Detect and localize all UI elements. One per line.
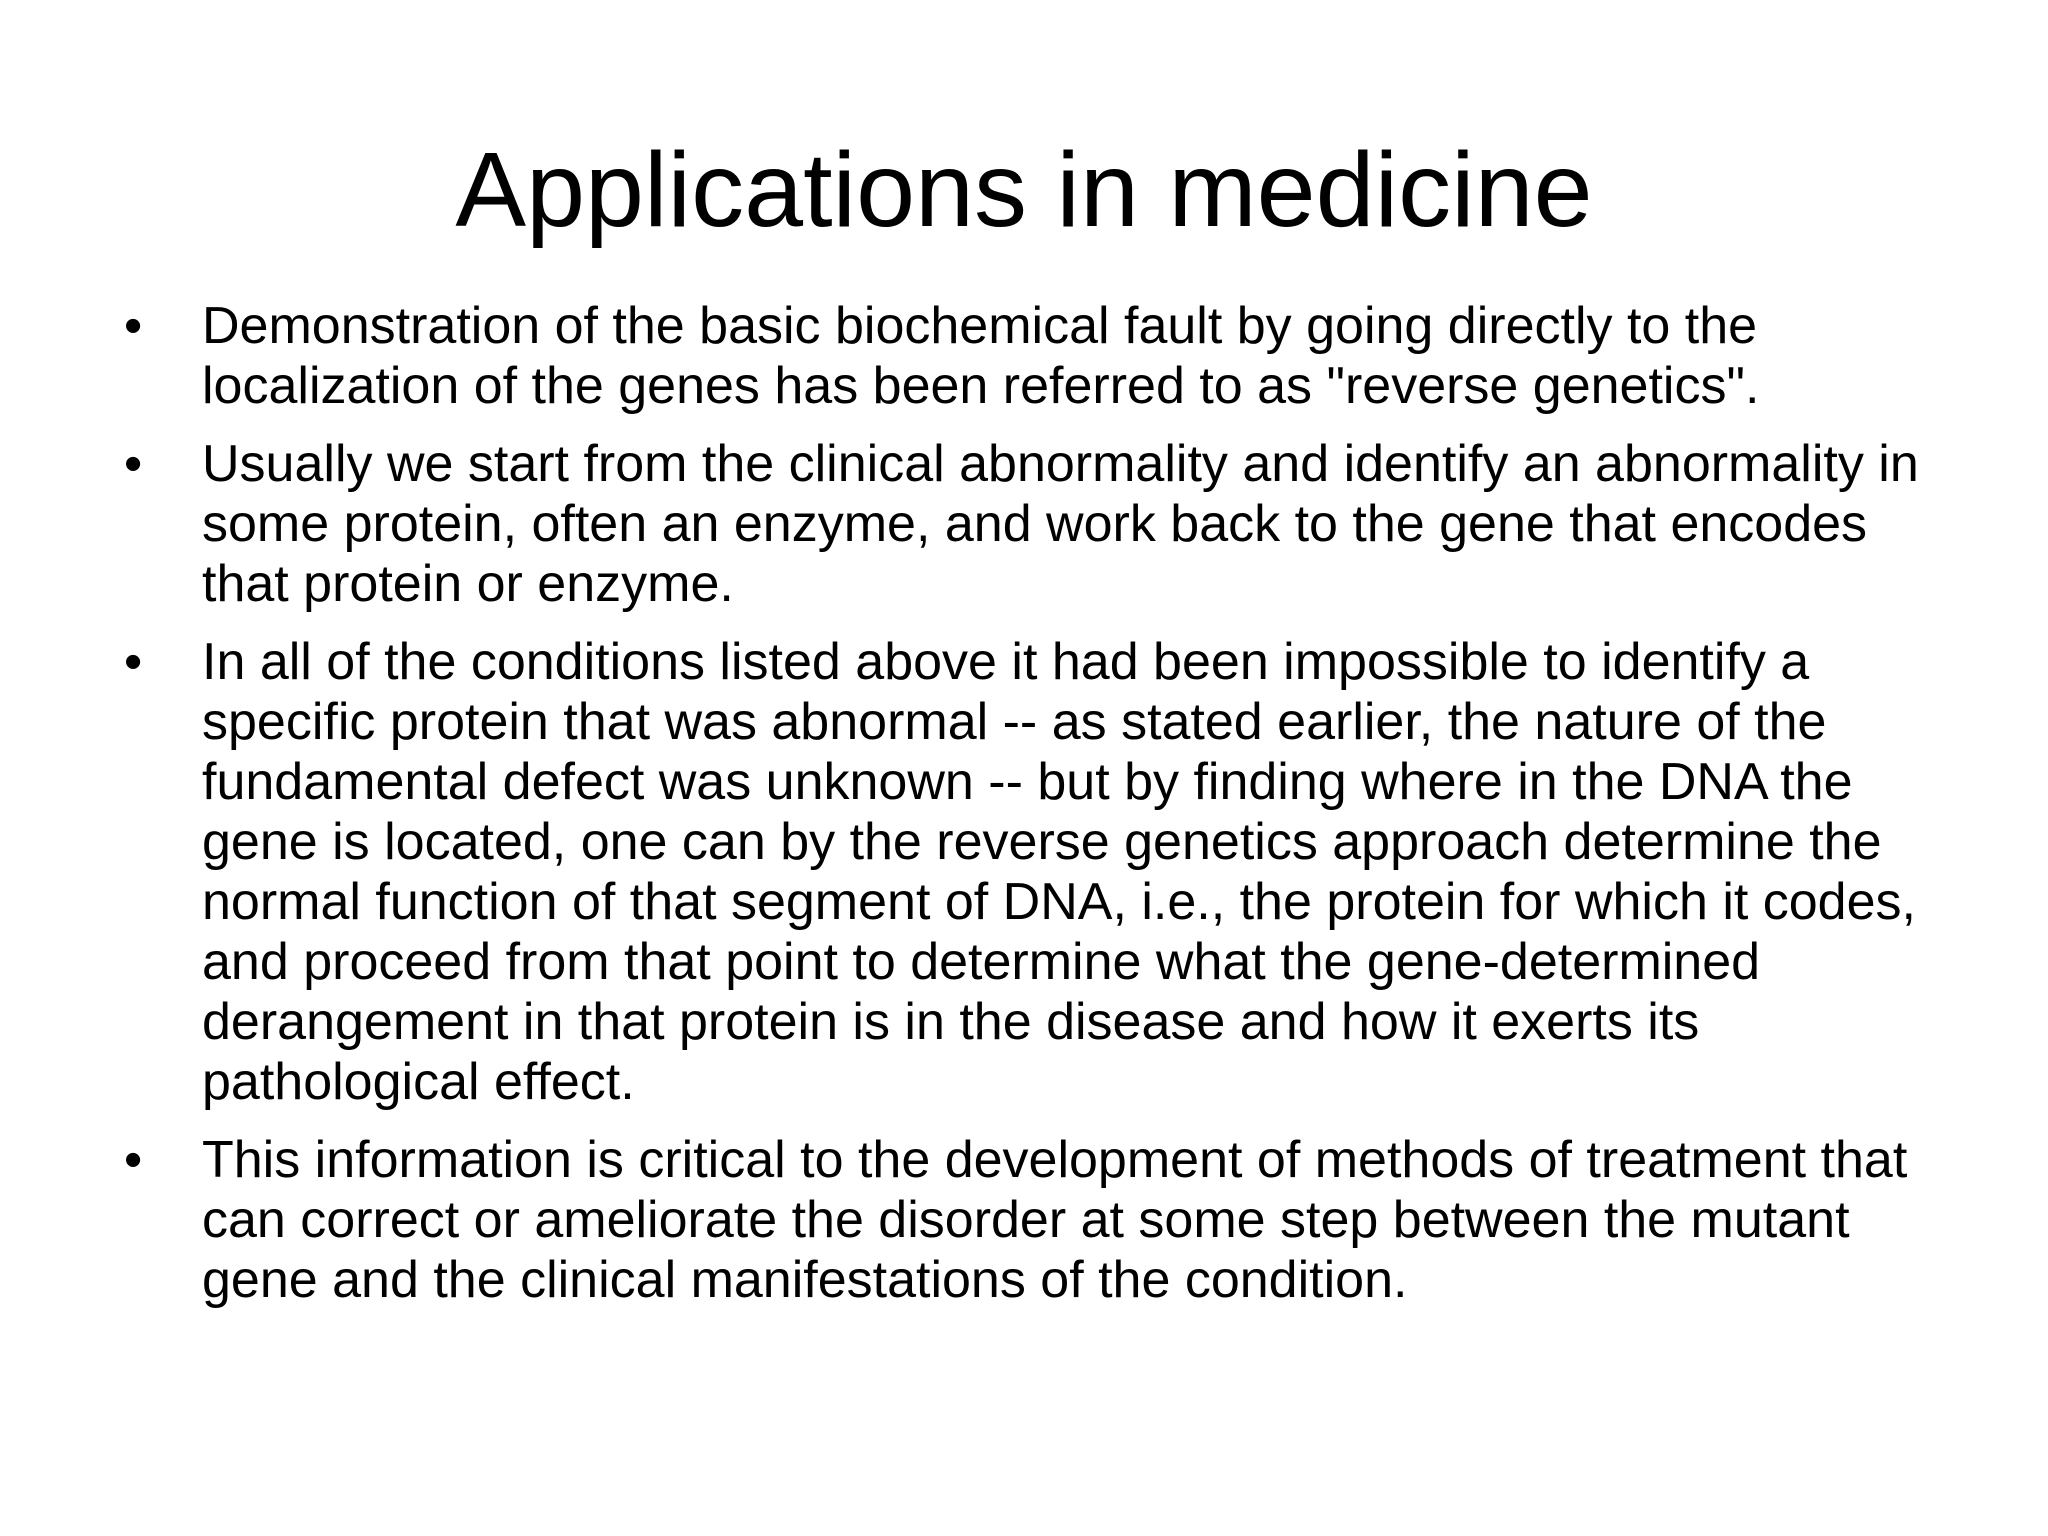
- bullet-item: [118, 1130, 1948, 1310]
- bullet-dot-icon: •: [124, 297, 143, 355]
- bullet-text: Usually we start from the clinical abnormality and identify an abnormality in some protein, often an enzyme, and work back to the gene that encodes that protein or enzyme.: [202, 435, 1919, 613]
- bullet-item: [118, 434, 1948, 614]
- bullet-dot-icon: •: [124, 435, 143, 493]
- bullet-list: [118, 296, 1948, 1328]
- bullet-item: [118, 632, 1948, 1112]
- slide-title: Applications in medicine: [455, 131, 1593, 249]
- bullet-dot-icon: •: [124, 633, 143, 691]
- bullet-text: Demonstration of the basic biochemical fault by going directly to the localization of the genes has been referred to as "reverse genetics".: [202, 297, 1760, 415]
- bullet-text: In all of the conditions listed above it had been impossible to identify a specific protein that was abnormal -- as stated earlier, the nature of the fundamental defect was unknown -- but by finding where in the DNA the gene is located, one can by the reverse genetics approach determine the normal function of that segment of DNA, i.e., the protein for which it codes, and proceed from that point to determine what the gene-determined derangement in that protein is in the disease and how it exerts its pathological effect.: [202, 633, 1916, 1111]
- bullet-dot-icon: •: [124, 1131, 143, 1189]
- bullet-text: This information is critical to the development of methods of treatment that can correct or ameliorate the disorder at some step between the mutant gene and the clinical manifestations of the condition.: [202, 1131, 1908, 1309]
- bullet-item: [118, 296, 1948, 416]
